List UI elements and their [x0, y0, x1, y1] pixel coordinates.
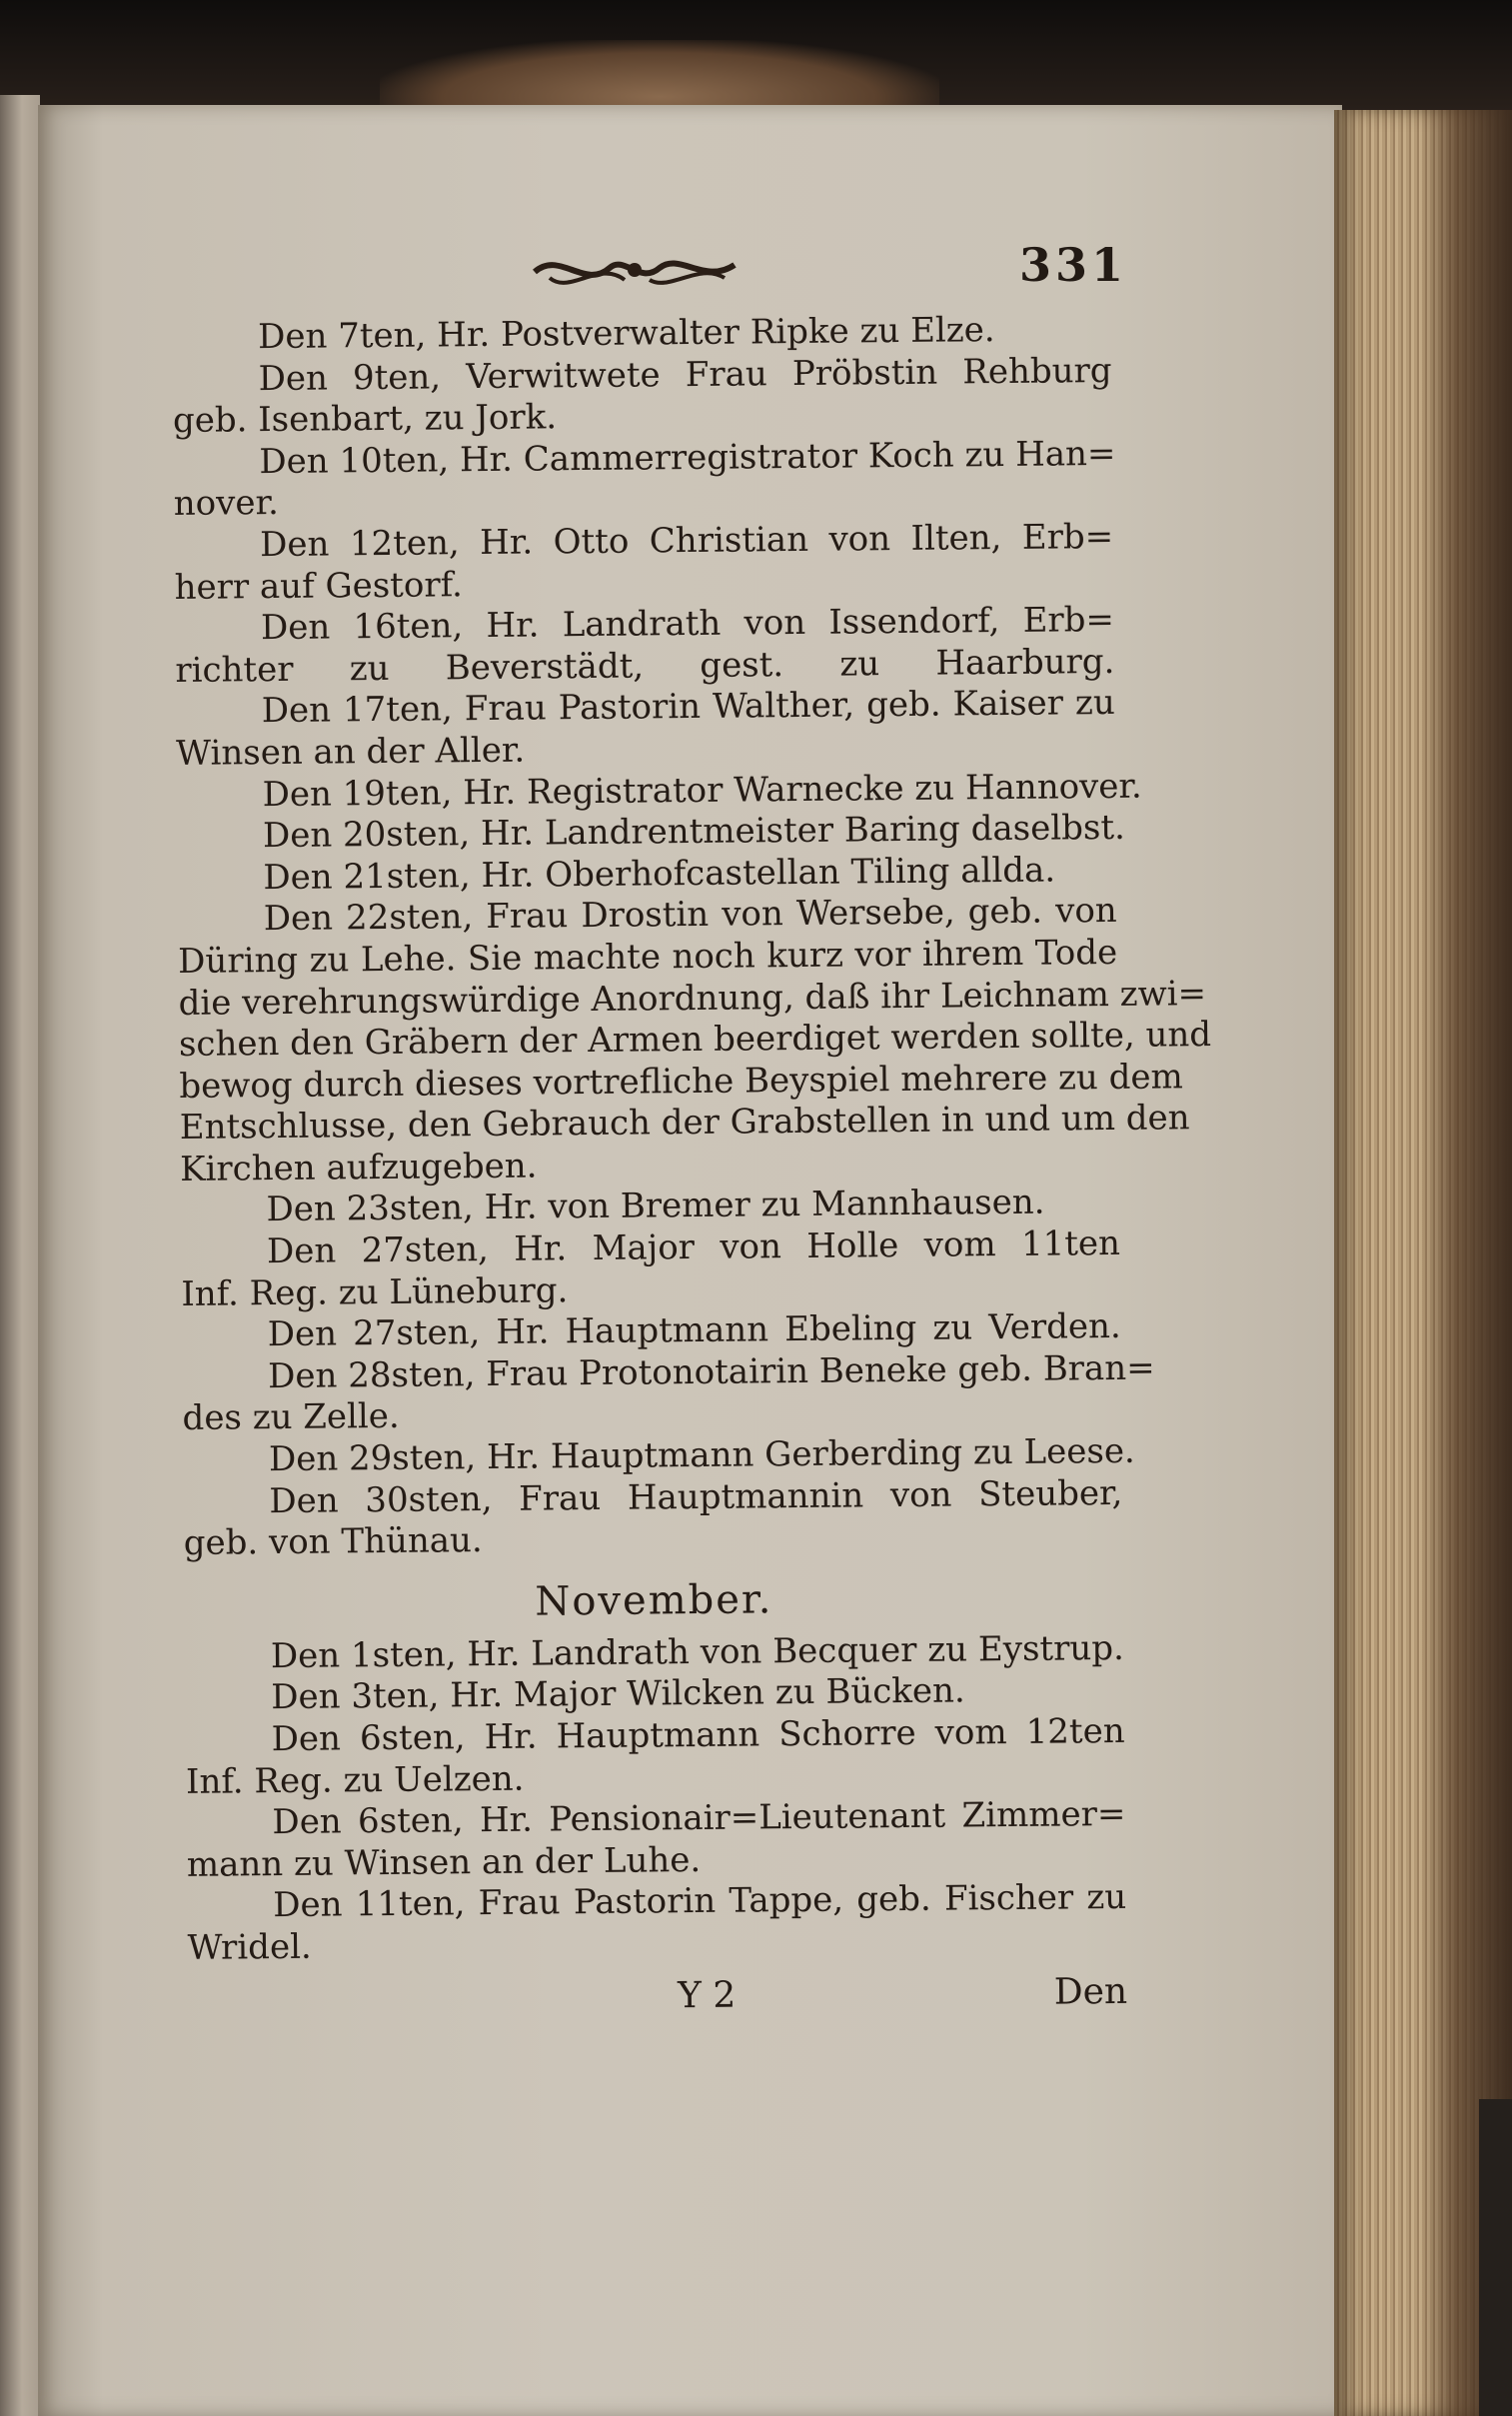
text-line: geb. von Thünau. — [183, 1520, 483, 1564]
text-line: Den 29sten, Hr. Hauptmann Gerberding zu Leese. — [268, 1430, 1135, 1480]
catchword: Den — [1053, 1970, 1128, 2013]
text-line: Inf. Reg. zu Uelzen. — [185, 1758, 525, 1802]
text-line: bewog durch dieses vortrefliche Beyspiel mehrere zu dem — [179, 1057, 1183, 1107]
text-line: geb. Isenbart, zu Jork. — [172, 397, 558, 442]
text-line: Düring zu Lehe. Sie machte noch kurz vor ihrem Tode — [177, 932, 1118, 982]
text-line: Kirchen aufzugeben. — [179, 1146, 538, 1190]
signature-mark: Y 2 — [677, 1974, 737, 2016]
page-number: 331 — [1019, 238, 1128, 292]
text-line: Den 27sten, Hr. Major von Holle vom 11ten — [266, 1222, 1121, 1272]
text-line: Inf. Reg. zu Lüneburg. — [181, 1269, 569, 1314]
text-line: Den 27sten, Hr. Hauptmann Ebeling zu Verden. — [267, 1306, 1121, 1355]
text-line: mann zu Winsen an der Luhe. — [186, 1839, 702, 1885]
background-corner — [1479, 2099, 1512, 2416]
text-line: Wridel. — [187, 1926, 312, 1968]
text-line: Den 17ten, Frau Pastorin Walther, geb. Kaiser zu — [261, 683, 1115, 732]
text-line: Den 20sten, Hr. Landrentmeister Baring daselbst. — [262, 807, 1126, 857]
text-line: Den 1sten, Hr. Landrath von Becquer zu Eystrup. — [270, 1627, 1125, 1676]
text-line: Den 6sten, Hr. Hauptmann Schorre vom 12ten — [271, 1710, 1125, 1760]
text-line: die verehrungswürdige Anordnung, daß ihr Leichnam zwi= — [178, 973, 1207, 1024]
text-line: Den 16ten, Hr. Landrath von Issendorf, Erb= — [260, 600, 1115, 649]
text-line: schen den Gräbern der Armen beerdiget werden sollte, und — [178, 1015, 1212, 1066]
text-line: Den 11ten, Frau Pastorin Tappe, geb. Fischer zu — [273, 1877, 1127, 1926]
text-line: Winsen an der Aller. — [175, 730, 526, 774]
text-line: des zu Zelle. — [182, 1396, 400, 1439]
text-line: Den 21sten, Hr. Oberhofcastellan Tiling allda. — [263, 850, 1056, 898]
text-line: Den 30sten, Frau Hauptmannin von Steuber, — [269, 1472, 1123, 1521]
text-line: herr auf Gestorf. — [174, 564, 463, 608]
text-line: nover. — [173, 483, 280, 525]
text-line: Den 6sten, Hr. Pensionair=Lieutenant Zimmer= — [272, 1794, 1126, 1843]
text-line: Den 10ten, Hr. Cammerregistrator Koch zu Han= — [259, 433, 1116, 482]
header-ornament — [530, 240, 740, 300]
text-line: Den 7ten, Hr. Postverwalter Ripke zu Elze. — [257, 310, 995, 358]
text-line: Den 23sten, Hr. von Bremer zu Mannhausen. — [266, 1183, 1045, 1230]
section-heading-november: November. — [535, 1576, 773, 1625]
text-line: Den 19ten, Hr. Registrator Warnecke zu Hannover. — [262, 766, 1142, 815]
page-text — [172, 309, 1212, 2030]
text-line: richter zu Beverstädt, gest. zu Haarburg. — [175, 641, 1115, 691]
text-line: Den 12ten, Hr. Otto Christian von Ilten, Erb= — [259, 516, 1114, 566]
text-line: Den 9ten, Verwitwete Frau Pröbstin Rehburg — [258, 350, 1112, 399]
text-line: Entschlusse, den Gebrauch der Grabstellen in und um den — [179, 1098, 1190, 1149]
facing-page-edge — [0, 95, 40, 2416]
text-line: Den 28sten, Frau Protonotairin Beneke geb. Bran= — [267, 1347, 1155, 1396]
text-line: Den 3ten, Hr. Major Wilcken zu Bücken. — [271, 1670, 965, 1718]
page-footer — [188, 1960, 1128, 2029]
page-stack-shadow — [1419, 110, 1512, 2416]
text-line: Den 22sten, Frau Drostin von Wersebe, geb. von — [263, 891, 1117, 940]
